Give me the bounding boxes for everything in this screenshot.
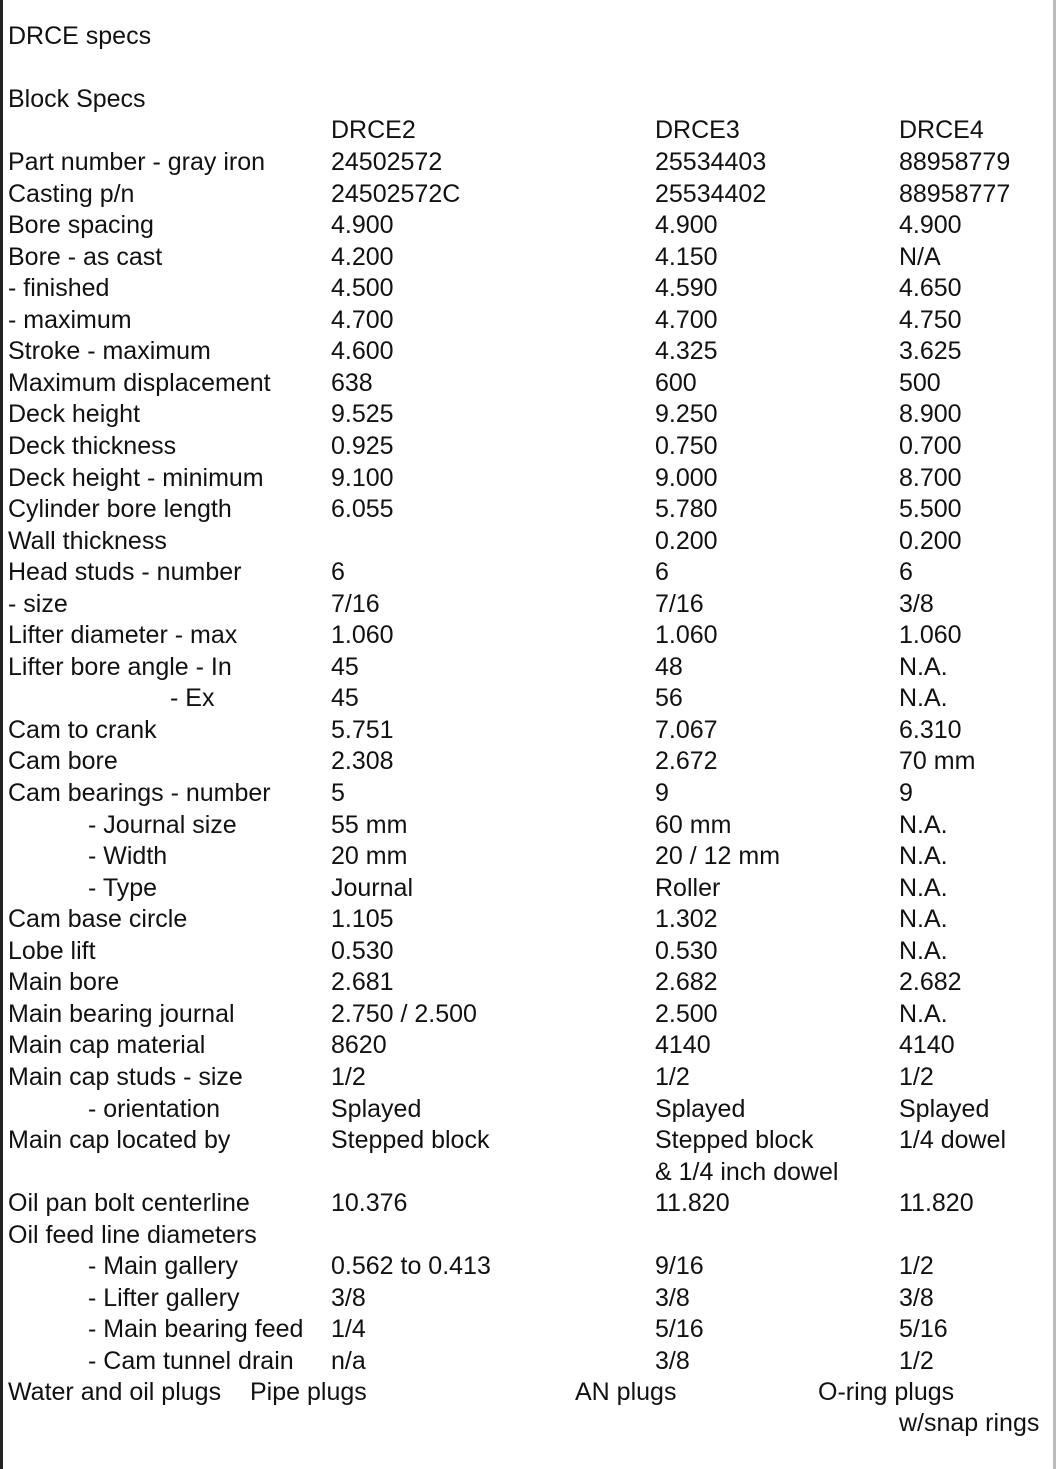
row-value-drce4: 8.900 bbox=[899, 400, 962, 429]
row-label: Head studs - number bbox=[8, 558, 242, 587]
row-value-drce2: 6 bbox=[331, 558, 345, 587]
row-value-drce4: 11.820 bbox=[899, 1189, 974, 1218]
row-value-drce2: 24502572 bbox=[331, 148, 443, 176]
row-label: - Lifter gallery bbox=[88, 1283, 240, 1312]
row-value-drce4: N/A bbox=[899, 242, 941, 271]
row-value-drce3: 25534402 bbox=[655, 179, 767, 208]
row-value-drce2: 2.750 / 2.500 bbox=[331, 999, 477, 1028]
row-value-drce3: 56 bbox=[655, 684, 683, 713]
row-value-drce3: 0.530 bbox=[655, 936, 718, 965]
row-value-drce3: 6 bbox=[655, 558, 669, 587]
row-value-drce4: N.A. bbox=[899, 652, 948, 681]
row-value-drce3: 4.150 bbox=[655, 242, 718, 271]
row-value-drce3: 48 bbox=[655, 652, 683, 681]
row-value-drce3: 3/8 bbox=[655, 1346, 690, 1375]
row-label: Oil feed line diameters bbox=[8, 1220, 257, 1249]
row-value-drce3: 0.750 bbox=[655, 431, 718, 460]
row-value-drce2: 8620 bbox=[331, 1031, 387, 1060]
row-value-drce3: Splayed bbox=[655, 1094, 746, 1123]
row-value-drce2: 5 bbox=[331, 779, 345, 807]
row-value-drce3: 1.060 bbox=[655, 621, 718, 650]
row-label: Lifter diameter - max bbox=[8, 621, 238, 650]
row-label: - Journal size bbox=[88, 810, 237, 839]
row-value-drce3: 3/8 bbox=[655, 1283, 690, 1312]
row-value-drce3: 20 / 12 mm bbox=[655, 842, 781, 871]
row-label: Main cap located by bbox=[8, 1126, 231, 1155]
row-value-drce3: 25534403 bbox=[655, 148, 767, 176]
row-value-drce2: 7/16 bbox=[331, 589, 380, 618]
doc-title: DRCE specs bbox=[8, 22, 152, 50]
row-value-drce2: 10.376 bbox=[331, 1189, 408, 1218]
water-plugs-drce4: O-ring plugs bbox=[818, 1378, 955, 1406]
row-value-drce2: 4.500 bbox=[331, 274, 394, 303]
row-value-drce3: 9/16 bbox=[655, 1252, 704, 1281]
row-value-drce2: 1/2 bbox=[331, 1062, 366, 1091]
row-value-drce4: N.A. bbox=[899, 684, 948, 713]
water-plugs-note: w/snap rings bbox=[899, 1409, 1040, 1437]
column-header-drce2: DRCE2 bbox=[331, 116, 416, 144]
row-label: Deck height bbox=[8, 400, 141, 429]
row-value-drce4: N.A. bbox=[899, 936, 948, 965]
row-value-drce3: 7/16 bbox=[655, 589, 704, 618]
row-value-drce4: 88958779 bbox=[899, 148, 1011, 176]
row-value-drce3: 4.900 bbox=[655, 211, 718, 240]
row-label: Bore - as cast bbox=[8, 242, 163, 271]
row-value-drce2: 0.530 bbox=[331, 936, 394, 965]
row-value-drce4: N.A. bbox=[899, 810, 948, 839]
row-value-drce2: 4.700 bbox=[331, 305, 394, 334]
row-value-drce4: 88958777 bbox=[899, 179, 1011, 208]
column-header-drce3: DRCE3 bbox=[655, 116, 740, 144]
row-value-drce2: 3/8 bbox=[331, 1283, 366, 1312]
row-value-drce4: 3.625 bbox=[899, 337, 962, 366]
row-value-drce2: 1.060 bbox=[331, 621, 394, 650]
row-value-drce4: 0.200 bbox=[899, 526, 962, 555]
water-plugs-drce2: Pipe plugs bbox=[250, 1378, 367, 1406]
row-value-drce3: 1/2 bbox=[655, 1062, 690, 1091]
row-label: Main cap material bbox=[8, 1031, 206, 1060]
row-value-drce3: 600 bbox=[655, 368, 697, 397]
row-value-drce4: 500 bbox=[899, 368, 941, 397]
row-value-drce4: N.A. bbox=[899, 873, 948, 902]
row-value-drce2: 6.055 bbox=[331, 495, 394, 524]
row-label: - Width bbox=[88, 842, 168, 871]
row-value-drce3: 2.500 bbox=[655, 999, 718, 1028]
row-label: Deck height - minimum bbox=[8, 463, 264, 492]
row-value-drce3: 5/16 bbox=[655, 1315, 704, 1344]
row-value-drce2: 2.308 bbox=[331, 747, 394, 776]
row-label: Lifter bore angle - In bbox=[8, 652, 232, 681]
row-value-drce2: 0.562 to 0.413 bbox=[331, 1252, 491, 1281]
row-value-drce2: 0.925 bbox=[331, 431, 394, 460]
section-title: Block Specs bbox=[8, 85, 146, 113]
row-value-drce2: 45 bbox=[331, 652, 359, 681]
row-value-drce2: Splayed bbox=[331, 1094, 422, 1123]
row-value-drce2: 20 mm bbox=[331, 842, 408, 871]
row-label: Main bearing journal bbox=[8, 999, 235, 1028]
column-header-drce4: DRCE4 bbox=[899, 116, 984, 144]
row-value-drce2: 4.200 bbox=[331, 242, 394, 271]
row-value-drce3: & 1/4 inch dowel bbox=[655, 1157, 839, 1186]
row-value-drce2: 45 bbox=[331, 684, 359, 713]
row-value-drce4: Splayed bbox=[899, 1094, 990, 1123]
row-value-drce2: 55 mm bbox=[331, 810, 408, 839]
row-value-drce3: Stepped block bbox=[655, 1126, 814, 1155]
row-value-drce4: 3/8 bbox=[899, 589, 934, 618]
row-value-drce2: n/a bbox=[331, 1346, 366, 1375]
row-label: - Type bbox=[88, 873, 158, 902]
row-value-drce4: 6.310 bbox=[899, 715, 962, 744]
row-label: Cam to crank bbox=[8, 715, 157, 744]
water-plugs-drce3: AN plugs bbox=[575, 1378, 677, 1406]
row-value-drce3: 60 mm bbox=[655, 810, 732, 839]
row-label: - Cam tunnel drain bbox=[88, 1346, 294, 1375]
row-value-drce3: 4.700 bbox=[655, 305, 718, 334]
row-label: - size bbox=[8, 589, 68, 618]
row-label: Lobe lift bbox=[8, 936, 96, 965]
row-value-drce4: 1.060 bbox=[899, 621, 962, 650]
row-label: Wall thickness bbox=[8, 526, 167, 555]
row-label: Main bore bbox=[8, 968, 120, 997]
row-label: Oil pan bolt centerline bbox=[8, 1189, 250, 1218]
row-value-drce4: 6 bbox=[899, 558, 913, 587]
row-value-drce3: 9.250 bbox=[655, 400, 718, 429]
row-value-drce4: 0.700 bbox=[899, 431, 962, 460]
row-value-drce3: 4.590 bbox=[655, 274, 718, 303]
row-value-drce2: 638 bbox=[331, 368, 373, 397]
row-value-drce4: 1/4 dowel bbox=[899, 1126, 1007, 1155]
row-label: Cam base circle bbox=[8, 905, 188, 934]
row-value-drce4: 9 bbox=[899, 779, 913, 807]
row-value-drce3: 1.302 bbox=[655, 905, 718, 934]
row-value-drce4: 1/2 bbox=[899, 1062, 934, 1091]
row-value-drce4: 4.750 bbox=[899, 305, 962, 334]
row-value-drce3: 5.780 bbox=[655, 495, 718, 524]
row-value-drce2: 5.751 bbox=[331, 715, 394, 744]
row-value-drce2: 9.525 bbox=[331, 400, 394, 429]
row-label: - finished bbox=[8, 274, 110, 303]
row-label: Cam bearings - number bbox=[8, 779, 271, 807]
row-value-drce4: 2.682 bbox=[899, 968, 962, 997]
row-value-drce2: 1/4 bbox=[331, 1315, 366, 1344]
row-label: - maximum bbox=[8, 305, 132, 334]
row-label: Main cap studs - size bbox=[8, 1062, 243, 1091]
row-value-drce3: 4140 bbox=[655, 1031, 711, 1060]
row-value-drce4: 70 mm bbox=[899, 747, 976, 776]
row-value-drce4: 1/2 bbox=[899, 1346, 934, 1375]
row-value-drce2: 1.105 bbox=[331, 905, 394, 934]
row-label: - Main gallery bbox=[88, 1252, 239, 1281]
row-value-drce2: 4.600 bbox=[331, 337, 394, 366]
row-label: Cam bore bbox=[8, 747, 118, 776]
row-value-drce2: 4.900 bbox=[331, 211, 394, 240]
row-value-drce3: 2.682 bbox=[655, 968, 718, 997]
row-value-drce4: 4140 bbox=[899, 1031, 955, 1060]
row-value-drce4: 8.700 bbox=[899, 463, 962, 492]
row-label: - orientation bbox=[88, 1094, 221, 1123]
row-label: Bore spacing bbox=[8, 211, 154, 240]
row-value-drce3: 11.820 bbox=[655, 1189, 730, 1218]
row-value-drce2: 2.681 bbox=[331, 968, 394, 997]
row-value-drce2: 24502572C bbox=[331, 179, 461, 208]
row-label: Maximum displacement bbox=[8, 368, 271, 397]
row-value-drce3: 9.000 bbox=[655, 463, 718, 492]
row-value-drce3: 2.672 bbox=[655, 747, 718, 776]
row-value-drce4: N.A. bbox=[899, 842, 948, 871]
row-value-drce3: 4.325 bbox=[655, 337, 718, 366]
row-value-drce4: 4.900 bbox=[899, 211, 962, 240]
row-label: - Main bearing feed bbox=[88, 1315, 304, 1344]
row-value-drce4: 4.650 bbox=[899, 274, 962, 303]
row-label: Deck thickness bbox=[8, 431, 177, 460]
row-value-drce4: N.A. bbox=[899, 905, 948, 934]
row-value-drce2: 9.100 bbox=[331, 463, 394, 492]
row-value-drce3: 0.200 bbox=[655, 526, 718, 555]
row-label: Stroke - maximum bbox=[8, 337, 211, 366]
row-value-drce3: 7.067 bbox=[655, 715, 718, 744]
row-label: Casting p/n bbox=[8, 179, 135, 208]
row-value-drce2: Journal bbox=[331, 873, 413, 902]
row-value-drce4: 5/16 bbox=[899, 1315, 948, 1344]
row-value-drce3: 9 bbox=[655, 779, 669, 807]
row-label: Part number - gray iron bbox=[8, 148, 266, 176]
row-value-drce3: Roller bbox=[655, 873, 721, 902]
row-value-drce4: 1/2 bbox=[899, 1252, 934, 1281]
row-value-drce4: 5.500 bbox=[899, 495, 962, 524]
row-label: Cylinder bore length bbox=[8, 495, 232, 524]
water-plugs-label: Water and oil plugs bbox=[8, 1378, 222, 1406]
row-value-drce2: Stepped block bbox=[331, 1126, 490, 1155]
row-value-drce4: N.A. bbox=[899, 999, 948, 1028]
row-label: - Ex bbox=[170, 684, 215, 713]
row-value-drce4: 3/8 bbox=[899, 1283, 934, 1312]
